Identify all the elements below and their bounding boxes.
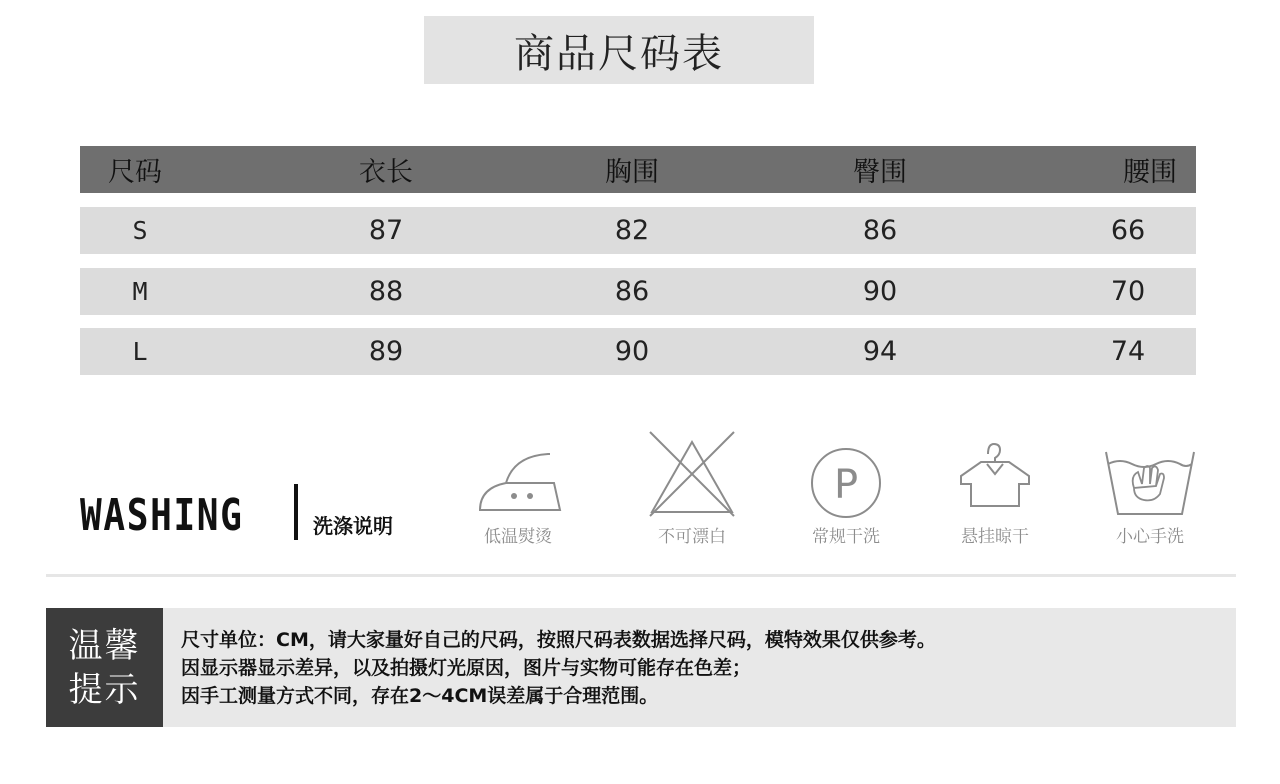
table-cell: 94 bbox=[862, 336, 898, 367]
section-divider bbox=[46, 574, 1236, 577]
table-cell: 86 bbox=[614, 276, 650, 307]
page-title: 商品尺码表 bbox=[424, 16, 814, 84]
hang-dry-icon bbox=[935, 428, 1055, 524]
tips-box bbox=[46, 608, 1236, 727]
table-row bbox=[80, 207, 1196, 254]
tips-line: 尺寸单位：CM，请大家量好自己的尺码，按照尺码表数据选择尺码，模特效果仅供参考。 bbox=[181, 629, 936, 651]
svg-text:P: P bbox=[833, 462, 859, 508]
table-cell: 87 bbox=[368, 215, 404, 246]
washing-title-cn: 洗涤说明 bbox=[313, 514, 393, 538]
wash-label: 悬挂晾干 bbox=[961, 527, 1029, 547]
table-cell: 70 bbox=[1110, 276, 1146, 307]
tips-line: 因手工测量方式不同，存在2～4CM误差属于合理范围。 bbox=[181, 685, 659, 707]
tips-line: 因显示器显示差异，以及拍摄灯光原因，图片与实物可能存在色差； bbox=[181, 657, 752, 679]
table-cell: S bbox=[132, 216, 148, 245]
table-cell: M bbox=[132, 277, 148, 306]
header-size: 尺码 bbox=[108, 157, 162, 188]
table-cell: 90 bbox=[614, 336, 650, 367]
table-cell: 90 bbox=[862, 276, 898, 307]
wash-item-iron bbox=[458, 428, 578, 548]
table-cell: 88 bbox=[368, 276, 404, 307]
table-cell: L bbox=[132, 337, 148, 366]
header-chest: 胸围 bbox=[605, 157, 659, 188]
tips-label bbox=[46, 608, 163, 727]
table-cell: 86 bbox=[862, 215, 898, 246]
table-cell: 74 bbox=[1110, 336, 1146, 367]
no-bleach-icon bbox=[632, 428, 752, 524]
wash-item-dryclean bbox=[786, 428, 906, 548]
tips-label-line2: 提示 bbox=[68, 669, 141, 710]
header-waist: 腰围 bbox=[1123, 157, 1177, 188]
wash-label: 不可漂白 bbox=[658, 527, 726, 547]
table-row bbox=[80, 268, 1196, 315]
wash-item-bleach bbox=[632, 428, 752, 548]
table-cell: 66 bbox=[1110, 215, 1146, 246]
wash-item-handwash bbox=[1090, 428, 1210, 548]
iron-low-temp-icon bbox=[458, 428, 578, 524]
dry-clean-p-icon bbox=[786, 428, 906, 524]
header-hip: 臀围 bbox=[853, 157, 907, 188]
tips-label-line1: 温馨 bbox=[68, 625, 141, 666]
table-cell: 89 bbox=[368, 336, 404, 367]
wash-item-hang bbox=[935, 428, 1055, 548]
table-cell: 82 bbox=[614, 215, 650, 246]
wash-label: 小心手洗 bbox=[1116, 527, 1184, 547]
washing-title bbox=[80, 484, 280, 542]
washing-divider-bar bbox=[294, 484, 298, 540]
wash-label: 低温熨烫 bbox=[484, 527, 552, 547]
hand-wash-icon bbox=[1090, 428, 1210, 524]
table-header-row bbox=[80, 146, 1196, 193]
tips-text bbox=[181, 626, 936, 710]
table-row bbox=[80, 328, 1196, 375]
header-length: 衣长 bbox=[359, 157, 413, 188]
wash-label: 常规干洗 bbox=[812, 527, 880, 547]
washing-title-en: WASHING bbox=[80, 490, 244, 541]
